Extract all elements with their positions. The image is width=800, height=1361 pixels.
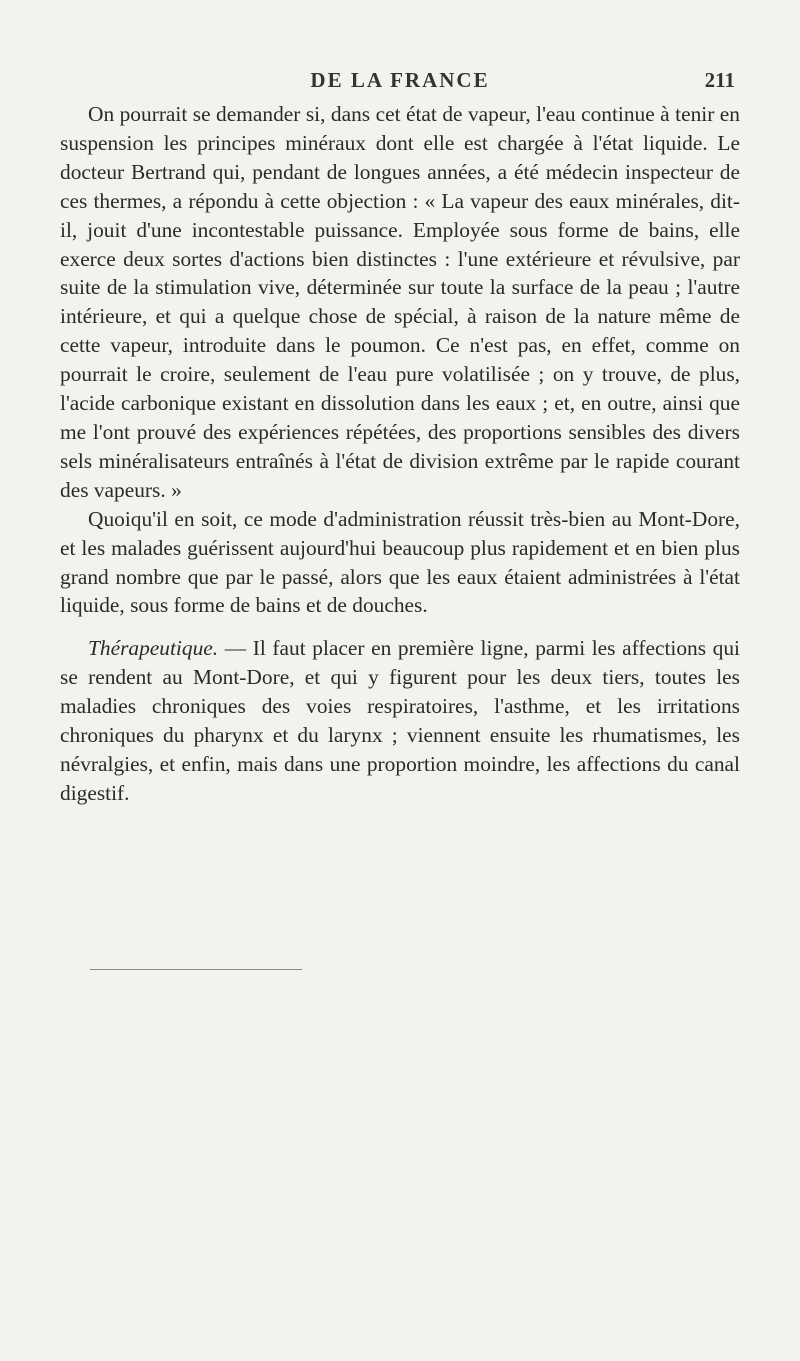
section-heading-therapeutique: Thérapeutique. xyxy=(88,636,219,661)
page-number: 211 xyxy=(704,68,735,92)
body-text xyxy=(60,100,740,808)
paragraph-mont-dore: Quoiqu'il en soit, ce mode d'administration réussit très-bien au Mont-Dore, et les malades guérissent aujourd'hui beaucoup plus rapidement et en bien plus grand nombre que par le passé, alors que les eaux étaient administrées à l'état liquide, sous forme de bains et de douches. xyxy=(60,506,740,618)
paragraph-therapeutique-text: — Il faut placer en première ligne, parmi les affections qui se rendent au Mont-Dore, et qui y figurent pour les deux tiers, toutes les maladies chroniques des voies respiratoires, l'asthme, et les irritations chroniques du pharynx et du larynx ; viennent ensuite les rhumatismes, les névralgies, et enfin, mais dans une proportion moindre, les affections du canal digestif. xyxy=(60,636,740,805)
paragraph-vapeur: On pourrait se demander si, dans cet état de vapeur, l'eau continue à tenir en suspension les principes minéraux dont elle est chargée à l'état liquide. Le docteur Bertrand qui, pendant de longues années, a été médecin inspecteur de ces thermes, a répondu à cette objection : « La vapeur des eaux minérales, dit-il, jouit d'une incontestable puissance. Employée sous forme de bains, elle exerce deux sortes d'actions bien distinctes : l'une extérieure et révulsive, par suite de la stimulation vive, déterminée sur toute la surface de la peau ; l'autre intérieure, et qui a quelque chose de spécial, à raison de la nature même de cette vapeur, introduite dans le poumon. Ce n'est pas, en effet, comme on pourrait le croire, seulement de l'eau pure volatilisée ; on y trouve, de plus, l'acide carbonique existant en dissolution dans les eaux ; et, en outre, ainsi que me l'ont prouvé des expériences répétées, des proportions sensibles des divers sels minéralisateurs entraînés à l'état de division extrême par le rapide courant des vapeurs. » xyxy=(60,102,740,502)
running-title: DE LA FRANCE xyxy=(310,68,490,92)
footnote-rule xyxy=(90,969,302,970)
paragraph-therapeutique xyxy=(60,634,740,807)
running-head xyxy=(60,68,740,98)
